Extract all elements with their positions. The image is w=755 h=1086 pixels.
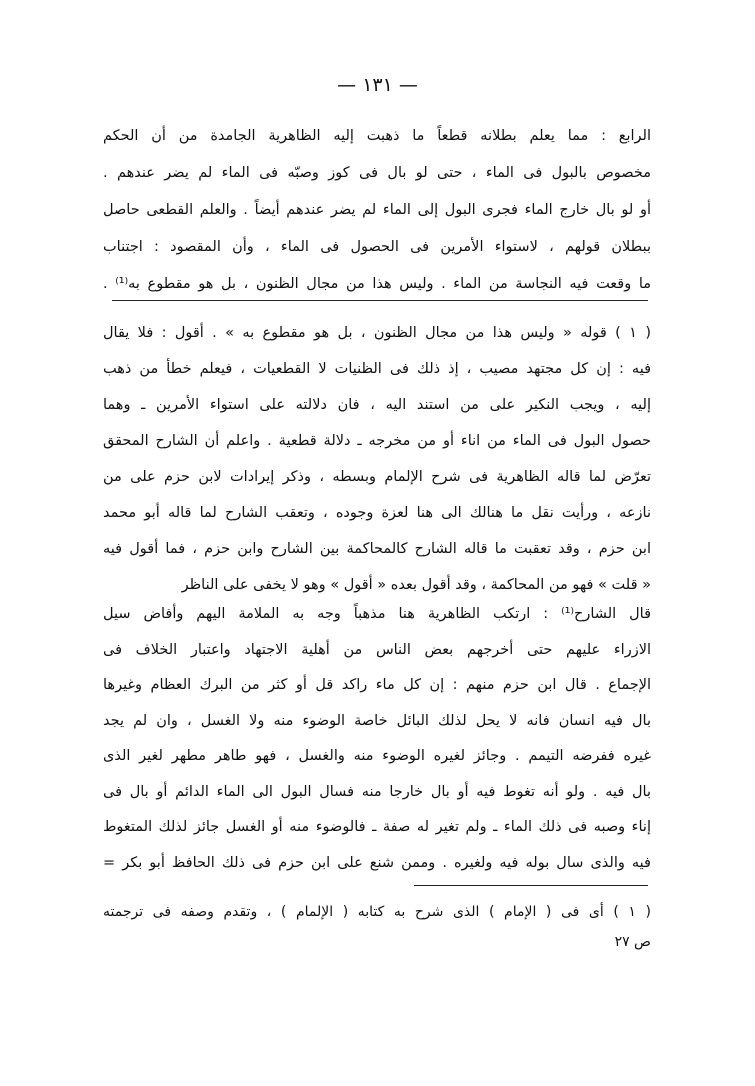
text-line: بال فيه . ولو أنه تغوط فيه أو بال خارجا منه فسال البول الى الماء الدائم أو بال فى [103,783,651,800]
footnote-line: ( ١ ) أى فى ( الإمام ) الذى شرح به كتابه ( الإلمام ) ، وتقدم وصفه فى ترجمته [103,904,651,920]
text-line: غيره ففرضه التيمم . وجائز لغيره الوضوء منه والغسل ، فهو طاهر مطهر لغير الذى [103,748,651,764]
text-line: بال فيه انسان فانه لا يحل لذلك البائل خاصة الوضوء منه ولا الغسل ، وان لم يجد [103,712,651,729]
text-line: فيه : إن كل مجتهد مصيب ، إذ ذلك فى الظنيات لا القطعيات ، فيعلم خطأ من ذهب [103,361,651,377]
separator-rule [112,300,648,301]
page-number: — ١٣١ — [337,74,418,96]
text-line: مخصوص بالبول فى الماء ، حتى لو بال فى كوز وصبّه فى الماء لم يضر عندهم . [103,165,651,181]
text-line: ( ١ ) قوله « وليس هذا من مجال الظنون ، بل هو مقطوع به » . أقول : فلا يقال [103,325,651,341]
footnote-rule [414,885,648,886]
main-text [103,118,651,303]
text-line: « قلت » فهو من المحاكمة ، وقد أقول بعده « أقول » وهو لا يخفى على الناظر [181,577,651,593]
footnote-line: ص ٢٧ [614,934,651,950]
footnote [103,897,651,957]
text-line: الرابع : مما يعلم بطلانه قطعاً ما ذهبت إليه الظاهرية الجامدة من أن الحكم [103,128,651,144]
text-line: نازعه ، ورأيت نقل ما هنالك الى هنا لعزة وجوده ، وتعقب الشارح لما قاله أبو محمد [103,505,651,521]
text-line: ابن حزم ، وقد تعقبت ما قاله الشارح كالمحاكمة بين الشارح وابن حزم ، فما أقول فيه [103,541,651,557]
text-line: إناء وصبه فى ذلك الماء ـ ولم تغير له صفة ـ فالوضوء منه أو الغسل جائز لذلك المتغوط [103,819,651,835]
text-line: حصول البول فى الماء من اناء أو من مخرجه ـ دلالة قطعية . واعلم أن الشارح المحقق [103,433,651,449]
text-line: إليه ، ويجب النكير على من استند اليه ، فان دلالته على استواء الأمرين ـ وهما [103,397,651,413]
text-line: أو لو بال خارج الماء فجرى البول إلى الماء لم يضر عندهم أيضاً . والعلم القطعى حاصل [103,202,651,218]
text-line: تعرّض لما قاله الظاهرية فى شرح الإلمام وبسطه ، وذكر إيرادات لابن حزم على من [103,469,651,485]
text-line: قال الشارح⁽¹⁾ : ارتكب الظاهرية هنا مذهباً وجه به الملامة اليهم وأفاض سيل [103,606,651,622]
text-line: الازراء عليهم حتى أخرجهم بعض الناس من أهلية الاجتهاد واعتبار الخلاف فى [103,641,651,658]
text-line: ما وقعت فيه النجاسة من الماء . وليس هذا من مجال الظنون ، بل هو مقطوع به⁽¹⁾ . [103,276,651,292]
commentary-continuation [103,597,651,881]
text-line: فيه والذى سال بوله فيه ولغيره . وممن شنع على ابن حزم فى ذلك الحافظ أبو بكر = [103,854,651,871]
commentary-note [103,315,651,603]
text-line: الإجماع . قال ابن حزم منهم : إن كل ماء راكد قل أو كثر من البرك العظام وغيرها [103,677,651,693]
text-line: ببطلان قولهم ، لاستواء الأمرين فى الحصول فى الماء ، وأن المقصود : اجتناب [103,239,651,255]
